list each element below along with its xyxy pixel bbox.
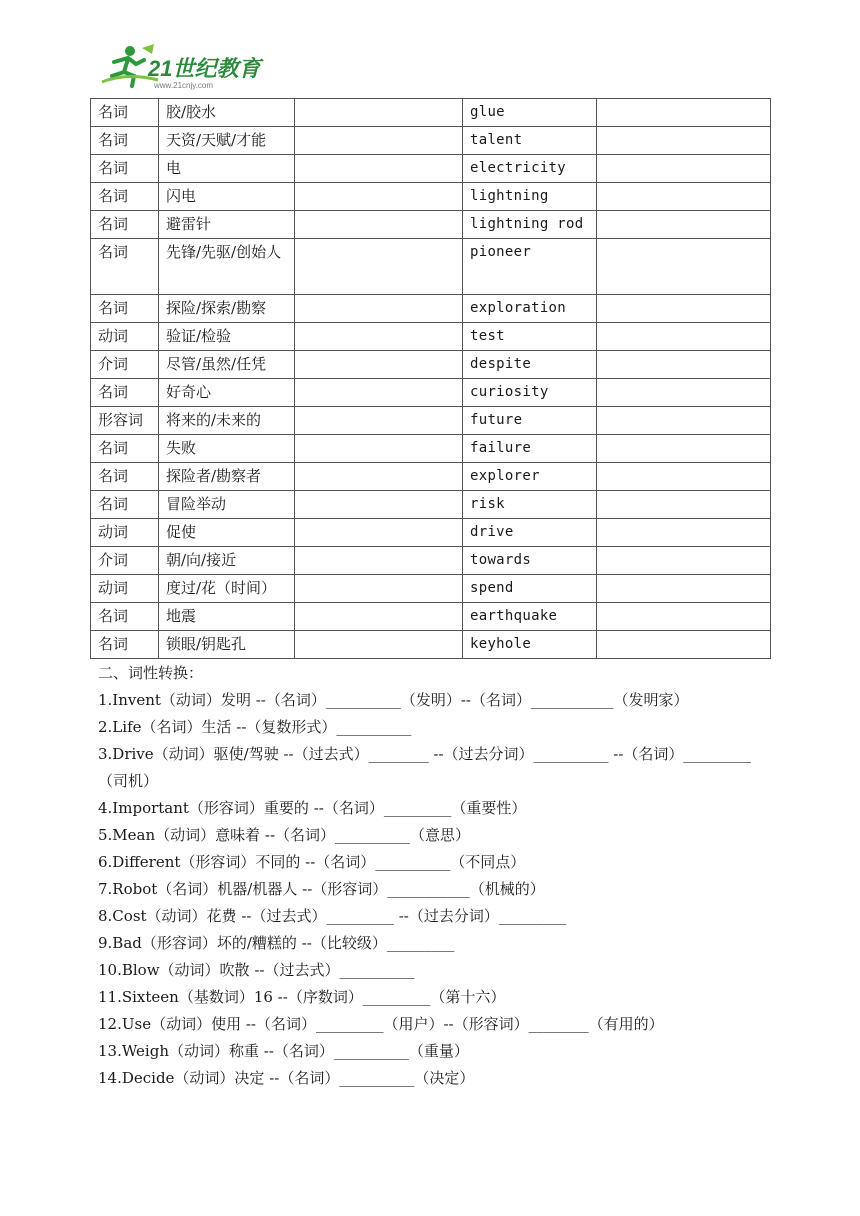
pos-cell: 动词 bbox=[91, 519, 159, 547]
table-row bbox=[91, 99, 771, 127]
table-row bbox=[91, 379, 771, 407]
english-cell: glue bbox=[463, 99, 597, 127]
pos-cell: 名词 bbox=[91, 295, 159, 323]
answer-blank-cell-2[interactable] bbox=[597, 99, 771, 127]
english-cell: curiosity bbox=[463, 379, 597, 407]
english-cell: spend bbox=[463, 575, 597, 603]
table-row bbox=[91, 211, 771, 239]
english-cell: talent bbox=[463, 127, 597, 155]
logo-subtext: www.21cnjy.com bbox=[154, 81, 213, 90]
chinese-cell: 探险者/勘察者 bbox=[159, 463, 295, 491]
answer-blank-cell[interactable] bbox=[295, 295, 463, 323]
chinese-cell: 好奇心 bbox=[159, 379, 295, 407]
answer-blank-cell-2[interactable] bbox=[597, 435, 771, 463]
answer-blank-cell[interactable] bbox=[295, 631, 463, 659]
exercise-item: 4.Important（形容词）重要的 --（名词）_________（重要性） bbox=[98, 799, 527, 817]
table-row bbox=[91, 323, 771, 351]
site-logo bbox=[98, 42, 298, 90]
answer-blank-cell-2[interactable] bbox=[597, 575, 771, 603]
table-row bbox=[91, 435, 771, 463]
pos-cell: 名词 bbox=[91, 463, 159, 491]
vocab-table bbox=[90, 98, 771, 659]
chinese-cell: 地震 bbox=[159, 603, 295, 631]
answer-blank-cell[interactable] bbox=[295, 407, 463, 435]
exercise-item: 9.Bad（形容词）坏的/糟糕的 --（比较级）_________ bbox=[98, 934, 455, 952]
answer-blank-cell-2[interactable] bbox=[597, 155, 771, 183]
table-row bbox=[91, 239, 771, 295]
english-cell: lightning bbox=[463, 183, 597, 211]
chinese-cell: 验证/检验 bbox=[159, 323, 295, 351]
answer-blank-cell[interactable] bbox=[295, 463, 463, 491]
exercise-item: 7.Robot（名词）机器/机器人 --（形容词）___________（机械的） bbox=[98, 880, 545, 898]
table-row bbox=[91, 491, 771, 519]
chinese-cell: 天资/天赋/才能 bbox=[159, 127, 295, 155]
table-row bbox=[91, 603, 771, 631]
table-row bbox=[91, 127, 771, 155]
exercise-item: 11.Sixteen（基数词）16 --（序数词）_________（第十六） bbox=[98, 988, 506, 1006]
exercise-item: 5.Mean（动词）意味着 --（名词）__________（意思） bbox=[98, 826, 471, 844]
answer-blank-cell[interactable] bbox=[295, 211, 463, 239]
english-cell: exploration bbox=[463, 295, 597, 323]
exercise-item: 1.Invent（动词）发明 --（名词）__________（发明）--（名词）___________（发明家） bbox=[98, 691, 689, 709]
exercise-item: 10.Blow（动词）吹散 --（过去式）__________ bbox=[98, 961, 415, 979]
answer-blank-cell-2[interactable] bbox=[597, 631, 771, 659]
english-cell: future bbox=[463, 407, 597, 435]
english-cell: test bbox=[463, 323, 597, 351]
exercise-item: 6.Different（形容词）不同的 --（名词）__________（不同点） bbox=[98, 853, 526, 871]
exercise-item: 14.Decide（动词）决定 --（名词）__________（决定） bbox=[98, 1069, 475, 1087]
table-row bbox=[91, 407, 771, 435]
pos-cell: 动词 bbox=[91, 575, 159, 603]
answer-blank-cell[interactable] bbox=[295, 323, 463, 351]
pos-cell: 名词 bbox=[91, 183, 159, 211]
chinese-cell: 朝/向/接近 bbox=[159, 547, 295, 575]
answer-blank-cell[interactable] bbox=[295, 603, 463, 631]
answer-blank-cell[interactable] bbox=[295, 127, 463, 155]
answer-blank-cell-2[interactable] bbox=[597, 323, 771, 351]
answer-blank-cell[interactable] bbox=[295, 239, 463, 295]
answer-blank-cell-2[interactable] bbox=[597, 603, 771, 631]
english-cell: keyhole bbox=[463, 631, 597, 659]
answer-blank-cell-2[interactable] bbox=[597, 239, 771, 295]
answer-blank-cell[interactable] bbox=[295, 351, 463, 379]
answer-blank-cell[interactable] bbox=[295, 435, 463, 463]
chinese-cell: 尽管/虽然/任凭 bbox=[159, 351, 295, 379]
chinese-cell: 探险/探索/勘察 bbox=[159, 295, 295, 323]
pos-cell: 介词 bbox=[91, 547, 159, 575]
answer-blank-cell[interactable] bbox=[295, 155, 463, 183]
exercise-list bbox=[98, 687, 766, 1092]
table-row bbox=[91, 519, 771, 547]
chinese-cell: 闪电 bbox=[159, 183, 295, 211]
chinese-cell: 冒险举动 bbox=[159, 491, 295, 519]
vocab-table-body bbox=[91, 99, 771, 659]
english-cell: electricity bbox=[463, 155, 597, 183]
answer-blank-cell[interactable] bbox=[295, 379, 463, 407]
chinese-cell: 先锋/先驱/创始人 bbox=[159, 239, 295, 295]
answer-blank-cell-2[interactable] bbox=[597, 491, 771, 519]
english-cell: drive bbox=[463, 519, 597, 547]
pos-cell: 名词 bbox=[91, 491, 159, 519]
pos-cell: 名词 bbox=[91, 127, 159, 155]
chinese-cell: 电 bbox=[159, 155, 295, 183]
english-cell: failure bbox=[463, 435, 597, 463]
english-cell: pioneer bbox=[463, 239, 597, 295]
answer-blank-cell[interactable] bbox=[295, 575, 463, 603]
logo-text: 21世纪教育 bbox=[148, 56, 261, 81]
pos-cell: 名词 bbox=[91, 631, 159, 659]
table-row bbox=[91, 631, 771, 659]
answer-blank-cell-2[interactable] bbox=[597, 519, 771, 547]
pos-cell: 名词 bbox=[91, 603, 159, 631]
answer-blank-cell[interactable] bbox=[295, 547, 463, 575]
table-row bbox=[91, 463, 771, 491]
chinese-cell: 失败 bbox=[159, 435, 295, 463]
table-row bbox=[91, 547, 771, 575]
pos-cell: 介词 bbox=[91, 351, 159, 379]
answer-blank-cell-2[interactable] bbox=[597, 211, 771, 239]
english-cell: earthquake bbox=[463, 603, 597, 631]
pos-cell: 形容词 bbox=[91, 407, 159, 435]
pos-cell: 名词 bbox=[91, 155, 159, 183]
answer-blank-cell-2[interactable] bbox=[597, 127, 771, 155]
section-title: 二、词性转换： bbox=[98, 664, 204, 682]
answer-blank-cell-2[interactable] bbox=[597, 407, 771, 435]
chinese-cell: 胶/胶水 bbox=[159, 99, 295, 127]
english-cell: towards bbox=[463, 547, 597, 575]
table-row bbox=[91, 183, 771, 211]
chinese-cell: 促使 bbox=[159, 519, 295, 547]
section-part-of-speech-conversion bbox=[98, 660, 766, 1092]
exercise-item: 8.Cost（动词）花费 --（过去式）_________ --（过去分词）_________ bbox=[98, 907, 567, 925]
answer-blank-cell-2[interactable] bbox=[597, 351, 771, 379]
table-row bbox=[91, 351, 771, 379]
exercise-item: 12.Use（动词）使用 --（名词）_________（用户）--（形容词）________（有用的） bbox=[98, 1015, 664, 1033]
english-cell: explorer bbox=[463, 463, 597, 491]
english-cell: risk bbox=[463, 491, 597, 519]
english-cell: despite bbox=[463, 351, 597, 379]
pos-cell: 名词 bbox=[91, 211, 159, 239]
answer-blank-cell-2[interactable] bbox=[597, 183, 771, 211]
answer-blank-cell[interactable] bbox=[295, 183, 463, 211]
exercise-item: 2.Life（名词）生活 --（复数形式）__________ bbox=[98, 718, 412, 736]
exercise-item: 3.Drive（动词）驱使/驾驶 --（过去式）________ --（过去分词）__________ --（名词）_________（司机） bbox=[98, 745, 751, 790]
answer-blank-cell[interactable] bbox=[295, 99, 463, 127]
table-row bbox=[91, 155, 771, 183]
pos-cell: 名词 bbox=[91, 99, 159, 127]
answer-blank-cell-2[interactable] bbox=[597, 547, 771, 575]
answer-blank-cell[interactable] bbox=[295, 519, 463, 547]
table-row bbox=[91, 575, 771, 603]
answer-blank-cell[interactable] bbox=[295, 491, 463, 519]
pos-cell: 名词 bbox=[91, 239, 159, 295]
answer-blank-cell-2[interactable] bbox=[597, 295, 771, 323]
chinese-cell: 锁眼/钥匙孔 bbox=[159, 631, 295, 659]
pos-cell: 名词 bbox=[91, 379, 159, 407]
answer-blank-cell-2[interactable] bbox=[597, 379, 771, 407]
pos-cell: 名词 bbox=[91, 435, 159, 463]
table-row bbox=[91, 295, 771, 323]
exercise-item: 13.Weigh（动词）称重 --（名词）__________（重量） bbox=[98, 1042, 469, 1060]
chinese-cell: 度过/花（时间） bbox=[159, 575, 295, 603]
answer-blank-cell-2[interactable] bbox=[597, 463, 771, 491]
pos-cell: 动词 bbox=[91, 323, 159, 351]
english-cell: lightning rod bbox=[463, 211, 597, 239]
chinese-cell: 避雷针 bbox=[159, 211, 295, 239]
chinese-cell: 将来的/未来的 bbox=[159, 407, 295, 435]
